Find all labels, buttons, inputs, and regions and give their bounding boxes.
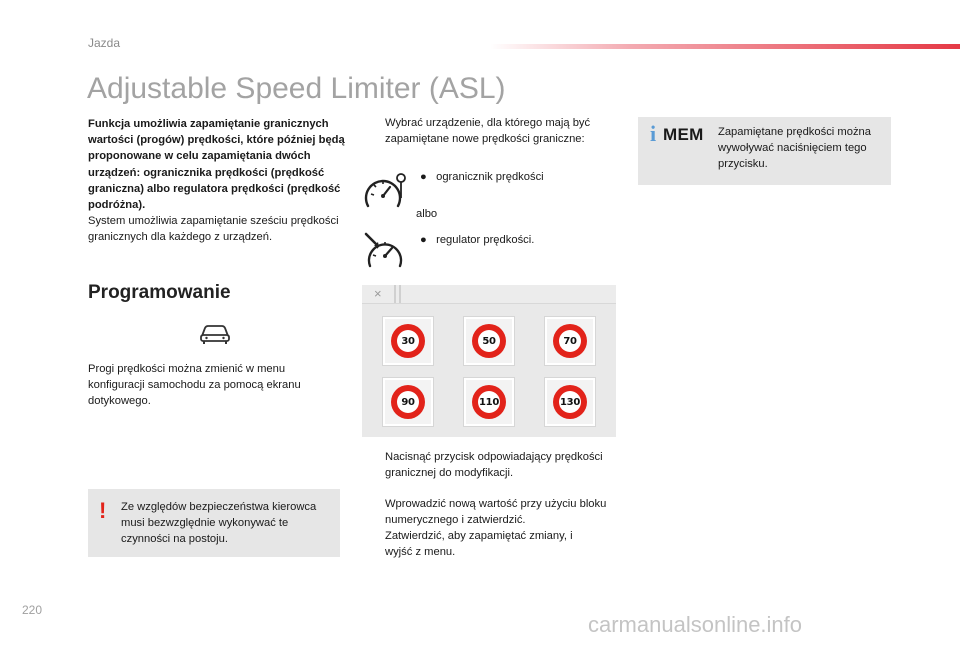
bullet-icon: ● <box>420 234 427 246</box>
speed-sign-icon: 70 <box>553 324 587 358</box>
speed-button-30[interactable] <box>382 316 434 366</box>
panel-separator <box>394 285 396 303</box>
bullet-icon: ● <box>420 171 427 183</box>
info-text: Zapamiętane prędkości można wywoływać naciśnięciem tego przycisku. <box>718 126 871 171</box>
panel-header <box>362 285 616 304</box>
panel-separator <box>399 285 401 303</box>
speed-sign-icon: 30 <box>391 324 425 358</box>
header-accent-bar <box>490 44 960 49</box>
speed-sign-icon: 50 <box>472 324 506 358</box>
speed-limiter-icon <box>362 172 408 212</box>
cruise-control-icon <box>362 230 408 270</box>
intro-text <box>88 116 346 246</box>
step-press-button: Nacisnąć przycisk odpowiadający prędkości granicznej do modyfikacji. <box>385 451 603 480</box>
programming-heading: Programowanie <box>88 282 231 303</box>
warning-text: Ze względów bezpieczeństwa kierowca musi bezwzględnie wykonywać te czynności na postoju. <box>121 501 317 546</box>
page-number: 220 <box>22 603 43 617</box>
option-limiter-label: ogranicznik prędkości <box>436 171 544 183</box>
option-regulator-label: regulator prędkości. <box>436 234 535 246</box>
section-label: Jazda <box>88 36 121 50</box>
mem-button-label: MEM <box>663 125 704 144</box>
option-limiter <box>420 171 544 183</box>
warning-icon: ! <box>99 498 107 523</box>
programming-text: Progi prędkości można zmienić w menu konfiguracji samochodu za pomocą ekranu dotykowego. <box>88 363 301 408</box>
step-choose-device: Wybrać urządzenie, dla którego mają być zapamiętane nowe prędkości graniczne: <box>385 117 591 146</box>
speed-sign-icon: 90 <box>391 385 425 419</box>
info-icon: i <box>650 121 657 146</box>
or-text: albo <box>416 208 438 220</box>
speed-sign-icon: 130 <box>553 385 587 419</box>
speed-sign-icon: 110 <box>472 385 506 419</box>
intro-bold: Funkcja umożliwia zapamiętanie granicznych wartości (progów) prędkości, które później będą proponowane w celu zapamiętania dwóch urządzeń: ogranicznika prędkości (prędkość graniczna) albo regulatora prędkości (prędkość podróżna). <box>88 118 345 212</box>
speed-button-110[interactable] <box>463 377 515 427</box>
watermark: carmanualsonline.info <box>588 612 803 637</box>
option-regulator <box>420 234 534 246</box>
step-enter-value: Wprowadzić nową wartość przy użyciu bloku numerycznego i zatwierdzić. <box>385 498 607 527</box>
page-title: Adjustable Speed Limiter (ASL) <box>87 72 506 105</box>
speed-button-70[interactable] <box>544 316 596 366</box>
speed-button-50[interactable] <box>463 316 515 366</box>
speed-button-90[interactable] <box>382 377 434 427</box>
speed-preset-panel <box>362 285 616 437</box>
close-icon[interactable]: × <box>374 286 382 301</box>
step-confirm: Zatwierdzić, aby zapamiętać zmiany, i wyjść z menu. <box>385 530 573 559</box>
intro-normal: System umożliwia zapamiętanie sześciu prędkości granicznych dla każdego z urządzeń. <box>88 215 339 244</box>
speed-button-130[interactable] <box>544 377 596 427</box>
car-settings-icon <box>199 319 231 345</box>
